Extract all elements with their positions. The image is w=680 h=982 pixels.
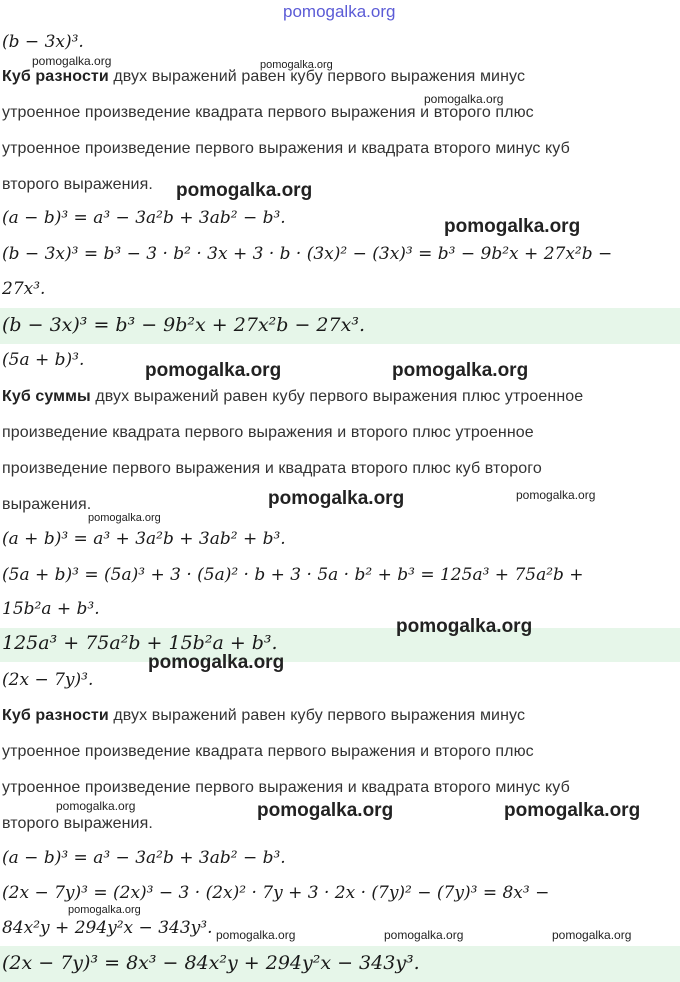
problem-3-answer: (2x − 7y)³ = 8x³ − 84x²y + 294y²x − 343y³. — [2, 952, 420, 974]
problem-2-expression: (5a + b)³. — [2, 350, 85, 370]
problem-2-rule-line-4: выражения. — [2, 496, 92, 513]
watermark: pomogalka.org — [396, 616, 533, 637]
problem-3-expression: (2x − 7y)³. — [2, 670, 94, 690]
watermark: pomogalka.org — [552, 928, 632, 942]
problem-3-calculation-line-1: (2x − 7y)³ = (2x)³ − 3 · (2x)² · 7y + 3 · 2x · (7y)² − (7y)³ = 8x³ − — [2, 883, 550, 903]
problem-3-rule-line-3: утроенное произведение первого выражения и квадрата второго минус куб — [2, 779, 570, 796]
watermark: pomogalka.org — [424, 92, 504, 106]
watermark: pomogalka.org — [444, 216, 581, 237]
problem-2-formula: (a + b)³ = a³ + 3a²b + 3ab² + b³. — [2, 529, 286, 549]
watermark: pomogalka.org — [257, 800, 394, 821]
watermark: pomogalka.org — [516, 488, 596, 502]
problem-1-answer: (b − 3x)³ = b³ − 9b²x + 27x²b − 27x³. — [2, 314, 365, 336]
watermark: pomogalka.org — [216, 928, 296, 942]
problem-1-rule-text: двух выражений равен кубу первого выражения минус — [108, 68, 526, 85]
watermark: pomogalka.org — [268, 488, 405, 509]
watermark: pomogalka.org — [68, 904, 141, 916]
watermark: pomogalka.org — [392, 360, 529, 381]
problem-3-calculation-line-2: 84x²y + 294y²x − 343y³. — [2, 918, 213, 938]
problem-3-rule-text: двух выражений равен кубу первого выражения минус — [108, 707, 526, 724]
problem-2-answer: 125a³ + 75a²b + 15b²a + b³. — [2, 632, 278, 654]
problem-1-formula: (a − b)³ = a³ − 3a²b + 3ab² − b³. — [2, 208, 286, 228]
problem-2-rule-text: двух выражений равен кубу первого выражения плюс утроенное — [90, 388, 584, 405]
watermark: pomogalka.org — [56, 799, 136, 813]
problem-1-rule-term: Куб разности — [2, 68, 109, 85]
problem-1-expression: (b − 3x)³. — [2, 32, 84, 52]
watermark: pomogalka.org — [504, 800, 641, 821]
problem-1-calculation-line-2: 27x³. — [2, 279, 46, 299]
problem-3-rule-line-4: второго выражения. — [2, 815, 153, 832]
problem-3-rule-line-1 — [2, 707, 525, 725]
problem-2-rule-line-1 — [2, 388, 583, 406]
watermark: pomogalka.org — [32, 54, 112, 68]
watermark: pomogalka.org — [260, 59, 333, 71]
problem-2-rule-term: Куб суммы — [2, 388, 91, 405]
problem-1-calculation-line-1: (b − 3x)³ = b³ − 3 · b² · 3x + 3 · b · (3x)² − (3x)³ = b³ − 9b²x + 27x²b − — [2, 244, 613, 264]
problem-3-rule-term: Куб разности — [2, 707, 109, 724]
site-watermark-top: pomogalka.org — [283, 2, 396, 21]
problem-2-rule-line-2: произведение квадрата первого выражения и второго плюс утроенное — [2, 424, 534, 441]
problem-2-calculation-line-2: 15b²a + b³. — [2, 599, 100, 619]
problem-1-rule-line-4: второго выражения. — [2, 176, 153, 193]
watermark: pomogalka.org — [176, 180, 313, 201]
problem-1-rule-line-3: утроенное произведение первого выражения и квадрата второго минус куб — [2, 140, 570, 157]
watermark: pomogalka.org — [145, 360, 282, 381]
problem-3-rule-line-2: утроенное произведение квадрата первого выражения и второго плюс — [2, 743, 534, 760]
problem-3-formula: (a − b)³ = a³ − 3a²b + 3ab² − b³. — [2, 848, 286, 868]
watermark: pomogalka.org — [384, 928, 464, 942]
problem-2-rule-line-3: произведение первого выражения и квадрата второго плюс куб второго — [2, 460, 542, 477]
watermark: pomogalka.org — [88, 512, 161, 524]
problem-1-rule-line-2: утроенное произведение квадрата первого выражения и второго плюс — [2, 104, 534, 121]
problem-2-calculation-line-1: (5a + b)³ = (5a)³ + 3 · (5a)² · b + 3 · 5a · b² + b³ = 125a³ + 75a²b + — [2, 565, 584, 585]
watermark: pomogalka.org — [148, 652, 285, 673]
